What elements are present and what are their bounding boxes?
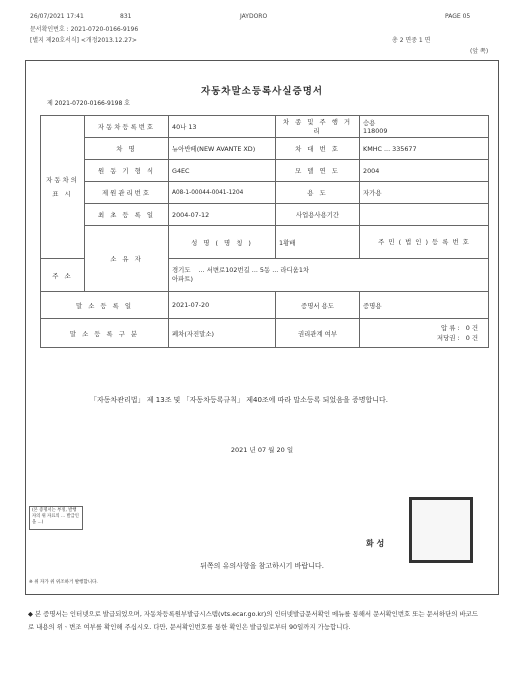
print-center-label: JAYDORO [240,13,268,20]
sheet-info: 총 2 면중 1 면 [392,37,431,44]
owner-address-rest: ... 서변로102번길 ... 5동 ... 라디움1차 [198,266,310,274]
print-datetime: 26/07/2021 17:41 [30,13,84,20]
business-value [360,204,489,226]
kind-mileage-cell [360,116,489,138]
footer-small-note: ※ 위 자가 위 위조하거 발행합니다. [29,580,98,585]
vehicle-name-label: 차 명 [85,138,169,160]
seizure-label: 압 류 : [441,324,460,332]
print-code: 831 [120,13,132,20]
owner-address-cell [169,259,489,292]
cancel-type-label: 말 소 등 록 구 분 [41,319,169,348]
use-value: 자가용 [360,182,489,204]
seizure-value: 0 건 [465,324,478,332]
engine-label: 원 동 기 형 식 [85,160,169,182]
owner-group-label: 소 유 자 [85,226,169,292]
cancel-type-value: 폐차(자진말소) [169,319,276,348]
engine-value: G4EC [169,160,276,182]
document-number: 제 2021-0720-0166-9198 호 [47,100,130,107]
first-reg-value: 2004-07-12 [169,204,276,226]
owner-address-label: 주 소 [41,259,85,292]
page-label: PAGE 05 [445,13,471,20]
page-side: (앞 쪽) [470,48,489,55]
model-year-value: 2004 [360,160,489,182]
reg-no-label: 자동차등록번호 [85,116,169,138]
reference-notice: 뒤쪽의 유의사항을 참고하시기 바랍니다. [200,562,324,570]
vehicle-name-value: 뉴아반떼(NEW AVANTE XD) [169,138,276,160]
reg-no-value: 40나 13 [169,116,276,138]
mortgage-label: 저당권 : [436,334,460,342]
stamp-note-box: (본 증명서는 부정, 발행자의 위 자료의 ... 발급인을 ...) [29,506,83,530]
vin-value: KMHC ... 335677 [360,138,489,160]
kind-label: 차 종 및 주 행 거 리 [276,116,360,138]
owner-id-label: 주 민 ( 법 인 ) 등 록 번 호 [360,226,489,259]
model-year-label: 모 델 연 도 [276,160,360,182]
cancel-date-label: 말 소 등 록 일 [41,292,169,319]
form-number: [별지 제20호서식] <개정2013.12.27> [30,37,137,44]
bottom-disclaimer: ◆ 본 증명서는 인터넷으로 발급되었으며, 자동차등록원부발급시스템(vts.ecar.go.kr)의 인터넷발급문서확인 메뉴를 통해서 문서확인번호 또는 문서하단의 바코드로 내용의 위ㆍ변조 여부를 확인해 주십시오. 다만, 문서확인번호를 통한 확인은 발급일로부터 90일까지 가능합니다. [28,610,479,631]
use-label: 용 도 [276,182,360,204]
owner-address-line1: 경기도 [172,266,191,274]
spec-value: A08-1-00044-0041-1204 [169,182,276,204]
doc-confirm-number: 문서확인번호 : 2021-0720-0166-9196 [30,26,139,33]
document-title: 자동차말소등록사실증명서 [200,86,324,97]
owner-address-line2: 아파트) [172,275,194,283]
business-label: 사업용사용기간 [276,204,360,226]
purpose-label: 증명서 용도 [276,292,360,319]
issue-date: 2021 년 07 월 20 일 [230,446,294,454]
mileage-value: 118009 [363,126,388,135]
seizure-row [363,323,478,333]
issuing-office: 화 성 [366,539,385,548]
mortgage-value: 0 건 [465,334,478,342]
kind-value: 승용 [363,118,376,127]
rights-label: 권리관계 여부 [276,319,360,348]
vin-label: 차 대 번 호 [276,138,360,160]
mortgage-row [363,333,478,343]
spec-label: 제원관리번호 [85,182,169,204]
registration-table [40,115,489,348]
official-seal [409,497,473,563]
owner-name-label: 성 명 ( 명 칭 ) [169,226,276,259]
rights-cell [360,319,489,348]
certificate-sheet [25,60,499,595]
certification-text: 「자동차관리법」 제 13조 및 「자동차등록규칙」 제40조에 따라 말소등록 되었음을 증명합니다. [90,396,388,404]
vehicle-group-label: 자동차의 표 시 [41,116,85,259]
owner-name-value: 1황배 [276,226,360,259]
purpose-value: 증명용 [360,292,489,319]
first-reg-label: 최 초 등 록 일 [85,204,169,226]
cancel-date-value: 2021-07-20 [169,292,276,319]
